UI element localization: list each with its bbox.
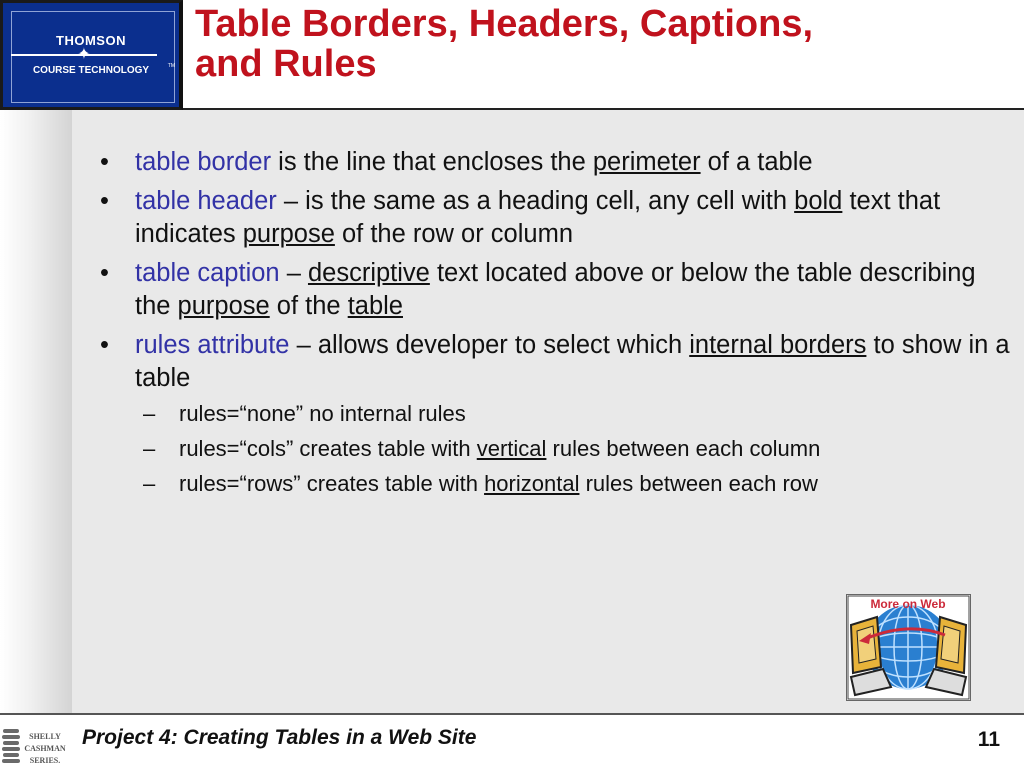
sub-bullet-text: rules between each column (546, 436, 821, 461)
slide-footer (0, 713, 1024, 768)
dash-icon: – (143, 436, 156, 461)
bullet-text: – (279, 259, 308, 287)
sub-bullet-list (135, 399, 1015, 498)
bullet-text: text located above or below the table describing the (135, 259, 976, 320)
logo-top-text: THOMSON (56, 33, 126, 48)
page-number: 11 (977, 728, 1000, 751)
underlined-term: internal borders (689, 331, 867, 359)
underlined-term: horizontal (484, 471, 580, 496)
bullet-item (100, 146, 1015, 179)
more-on-web-label: More on Web (870, 597, 946, 611)
bullet-keyword: rules attribute (135, 331, 290, 359)
underlined-term: descriptive (307, 259, 430, 287)
logo-trademark: TM (167, 63, 175, 69)
bullet-text: of the row or column (334, 220, 573, 248)
dash-icon: – (143, 471, 156, 496)
underlined-term: perimeter (592, 148, 701, 176)
bullet-icon: • (100, 259, 109, 287)
bullet-text: text that indicates (135, 187, 941, 248)
underlined-term: purpose (242, 220, 335, 248)
sub-bullet-text: rules=“none” no internal rules (179, 401, 466, 426)
slide-header (0, 0, 1024, 110)
bullet-list (100, 146, 1015, 504)
series-logo-line-1: SHELLY (29, 732, 61, 741)
star-icon: ✦ (77, 46, 91, 63)
sub-bullet-item (135, 469, 1015, 498)
underlined-term: purpose (177, 292, 270, 320)
bullet-icon: • (100, 187, 109, 215)
bullet-text: is the line that encloses the (271, 148, 593, 176)
bullet-text: of the (269, 292, 348, 320)
bullet-icon: • (100, 148, 109, 176)
more-on-web-button[interactable] (846, 594, 971, 701)
title-line-1: Table Borders, Headers, Captions, (195, 3, 814, 45)
dash-icon: – (143, 401, 156, 426)
more-on-web-icon (847, 595, 970, 700)
left-gradient-strip (0, 110, 72, 713)
underlined-term: table (347, 292, 403, 320)
title-line-2: and Rules (195, 43, 377, 85)
bullet-keyword: table header (135, 187, 277, 215)
sub-bullet-item (135, 399, 1015, 428)
bullet-keyword: table caption (135, 259, 280, 287)
series-logo-line-2: CASHMAN (24, 744, 66, 753)
footer-title: Project 4: Creating Tables in a Web Site (82, 726, 477, 749)
slide-title (195, 4, 1005, 84)
sub-bullet-item (135, 434, 1015, 463)
sub-bullet-text: rules=“rows” creates table with (179, 471, 485, 496)
bullet-text: of a table (700, 148, 813, 176)
bullet-keyword: table border (135, 148, 272, 176)
sub-bullet-text: rules=“cols” creates table with (179, 436, 477, 461)
bullet-icon: • (100, 331, 109, 359)
bullet-item (100, 329, 1015, 498)
thomson-logo (0, 0, 183, 110)
underlined-term: bold (794, 187, 843, 215)
sub-bullet-text: rules between each row (579, 471, 818, 496)
bullet-text: – is the same as a heading cell, any cell with (276, 187, 795, 215)
underlined-term: vertical (476, 436, 547, 461)
bullet-item (100, 185, 1015, 251)
logo-frame (11, 11, 175, 103)
bullet-text: – allows developer to select which (289, 331, 690, 359)
bullet-text: to show in a table (135, 331, 1010, 392)
logo-bottom-text: COURSE TECHNOLOGY (32, 65, 150, 76)
book-stack-icon (0, 715, 72, 770)
bullet-item (100, 257, 1015, 323)
series-logo-line-3: SERIES. (29, 756, 61, 765)
shelly-cashman-logo (0, 715, 72, 770)
